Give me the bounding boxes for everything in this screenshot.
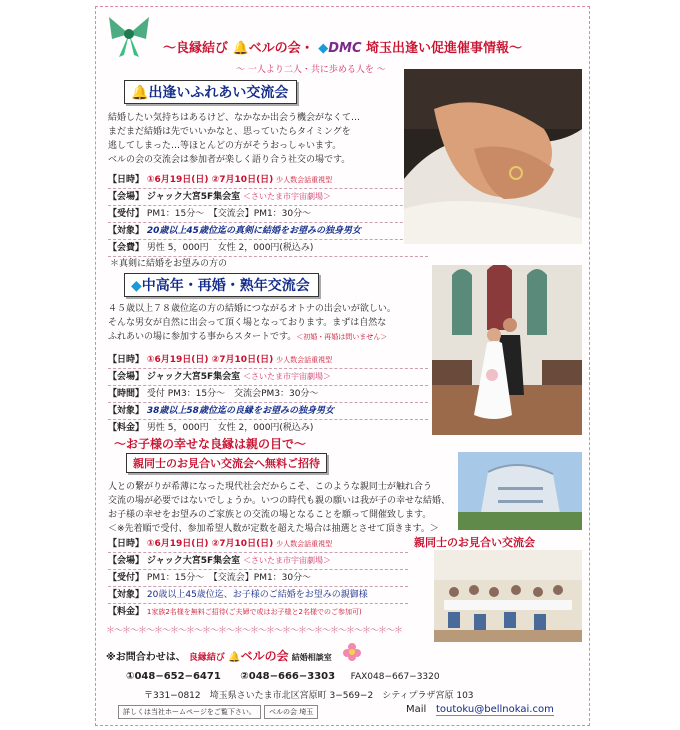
section2-body	[108, 302, 396, 344]
address: 〒331−0812 埼玉県さいたま市北区宮原町 3−569−2 シティプラザ宮原 103	[144, 691, 474, 701]
row-label: 【受付】	[108, 573, 145, 583]
section3-title: 親同士のお見合い交流会へ無料ご招待	[126, 453, 327, 473]
section2-row-target	[108, 404, 334, 418]
diamond-icon: ◆	[318, 41, 329, 56]
meeting-room-photo	[434, 550, 582, 642]
diamond-icon: ◆	[131, 278, 142, 294]
section1-body-line: ベルの会の交流会は参加者が楽しく語り合う社交の場です。	[108, 155, 351, 165]
row-value: 20歳以上45歳位迄、お子様のご結婚をお望みの親御様	[146, 590, 368, 600]
row-value: 1家族2名様を無料ご招待(ご夫婦で或はお子様と2名様でのご参加可)	[146, 608, 362, 616]
row-label: 【会場】	[108, 372, 145, 382]
section2-row-fee	[108, 421, 313, 435]
section1-row-reception	[108, 207, 311, 221]
row-label: 【料金】	[108, 423, 145, 433]
parent-banner: 〜お子様の幸せな良縁は親の目で〜	[114, 437, 307, 451]
row-label: 【料金】	[108, 607, 145, 617]
row-note: 少人数会話重視型	[276, 356, 333, 364]
section3-body-line: 交流の場が必要ではないでしょうか。いつの時代も親の願いは我が子の幸せな結婚、	[108, 496, 451, 506]
section1-title-text: 出逢いふれあい交流会	[148, 85, 289, 101]
section3-body-line: 人との繋がりが希薄になった現代社会だからこそ、このような親同士が触れ合う	[108, 482, 432, 492]
divider	[108, 569, 408, 570]
bell-icon: 🔔	[232, 41, 249, 56]
contact-lead	[106, 647, 332, 664]
row-value: ①6月19日(日) ②7月10日(日)	[146, 539, 274, 549]
section1-row-venue	[108, 190, 331, 204]
section2-row-date	[108, 353, 332, 367]
section1-body-line: 結婚したい気持ちはあるけど、なかなか出会う機会がなくて…	[108, 113, 361, 123]
contact-org2: ベルの会	[240, 649, 289, 663]
section1-body-line: まだまだ結婚は先でいいかなと、思っていたらタイミングを	[108, 127, 351, 137]
contact-org1: 良縁結び	[188, 653, 225, 663]
contact-lead-text: ※お問合わせは、	[106, 652, 186, 663]
divider	[108, 419, 428, 420]
row-value: 男性 5，000円 女性 2，000円(税込み)	[146, 243, 314, 253]
mail-link[interactable]: toutoku@bellnokai.com	[436, 704, 554, 715]
row-value: 38歳以上58歳位迄の良縁をお望みの独身男女	[146, 406, 334, 416]
section2-title	[124, 273, 319, 297]
divider	[108, 368, 428, 369]
section2-body-line: そんな男女が自然に出会って頂く場となっております。まずは自然な	[108, 318, 387, 328]
row-value: PM1：15分〜 【交流会】PM1：30分〜	[146, 573, 312, 583]
row-note: 少人数会話重視型	[276, 540, 333, 548]
row-value: ①6月19日(日) ②7月10日(日)	[146, 175, 274, 185]
section3-body	[108, 480, 450, 536]
section2-body-line	[108, 330, 396, 344]
header-part2: ベルの会・	[248, 41, 314, 56]
section2-row-venue	[108, 370, 331, 384]
row-label: 【会費】	[108, 243, 145, 253]
row-value: 受付 PM3：15分〜 交流会PM3：30分〜	[146, 389, 319, 399]
section1-row-target	[108, 224, 361, 238]
row-value: 男性 5，000円 女性 2，000円(税込み)	[146, 423, 314, 433]
flower-icon	[341, 641, 363, 663]
building-photo	[458, 452, 582, 530]
row-label: 【会場】	[108, 556, 145, 566]
section1-body-line: 逃してしまった…等ほとんどの方がそうおっしゃいます。	[108, 141, 342, 151]
web-note: 詳しくは当社ホームページをご覧下さい。	[118, 705, 261, 719]
flyer	[95, 6, 590, 726]
row-label: 【対象】	[108, 590, 145, 600]
divider	[108, 552, 408, 553]
contact-org3: 結婚相談室	[291, 653, 332, 662]
section2-title-text: 中高年・再婚・熟年交流会	[141, 278, 310, 294]
divider	[108, 402, 428, 403]
row-label: 【会場】	[108, 192, 145, 202]
divider	[108, 586, 408, 587]
bell-icon: 🔔	[131, 85, 149, 101]
body-text: ふれあいの場に参加する事からスタートです。	[108, 332, 297, 342]
body-note: ＜初婚・再婚は問いません＞	[296, 333, 388, 341]
section2-body-line: ４５歳以上７８歳位迄の方の結婚につながるオトナの出会いが欲しい。	[108, 304, 396, 314]
row-label: 【時間】	[108, 389, 145, 399]
divider	[108, 188, 428, 189]
row-label: 【対象】	[108, 406, 145, 416]
row-note: ＜さいたま市宇宙劇場＞	[243, 192, 331, 201]
row-note: ＜さいたま市宇宙劇場＞	[243, 556, 331, 565]
header-title	[96, 37, 589, 56]
row-value: PM1：15分〜 【交流会】PM1：30分〜	[146, 209, 312, 219]
section3-row-reception	[108, 571, 311, 585]
header-part4: 埼玉出逢い促進催事情報〜	[366, 41, 523, 56]
section3-row-date	[108, 537, 332, 551]
divider	[108, 222, 428, 223]
row-label: 【日時】	[108, 175, 145, 185]
row-value: ジャック大宮5F集会室	[146, 192, 241, 202]
row-value: ジャック大宮5F集会室	[146, 372, 241, 382]
divider	[108, 385, 428, 386]
contact-phones	[126, 671, 440, 682]
divider	[108, 205, 428, 206]
section1-row-date	[108, 173, 332, 187]
section2-row-time	[108, 387, 319, 401]
row-label: 【受付】	[108, 209, 145, 219]
header-dmc: DMC	[328, 41, 362, 56]
church-wedding-couple-photo	[432, 265, 582, 435]
section3-body-line: ＜※先着順で受付、参加希望人数が定数を超えた場合は抽選とさせて頂きます。＞	[108, 524, 439, 534]
row-note: 少人数会話重視型	[276, 176, 333, 184]
tel2[interactable]: ②048−666−3303	[240, 671, 336, 682]
section1-title	[124, 80, 297, 104]
mail-label: Mail	[406, 704, 427, 715]
fax: FAX048−667−3320	[350, 672, 440, 682]
section3-body-line: お子様の幸せをお望みのご家族との交流の場となることを願って開催致します。	[108, 510, 432, 520]
wedding-ring-hands-photo	[404, 69, 582, 244]
row-value: 20歳以上45歳位迄の真剣に結婚をお望みの独身男女	[146, 226, 361, 236]
web-search-box[interactable]: ベルの会 埼玉	[264, 705, 318, 719]
row-label: 【日時】	[108, 539, 145, 549]
bell-icon: 🔔	[228, 652, 241, 663]
section1-row-fee	[108, 241, 313, 255]
row-label: 【日時】	[108, 355, 145, 365]
section1-body	[108, 111, 360, 167]
header-part1: 〜良縁結び	[162, 41, 228, 56]
row-value: ①6月19日(日) ②7月10日(日)	[146, 355, 274, 365]
tel1[interactable]: ①048−652−6471	[126, 671, 221, 682]
row-value: ジャック大宮5F集会室	[146, 556, 241, 566]
divider	[108, 239, 428, 240]
section3-row-target	[108, 588, 368, 602]
row-label: 【対象】	[108, 226, 145, 236]
section3-row-venue	[108, 554, 331, 568]
wavy-separator: ＊〜＊〜＊〜＊〜＊〜＊〜＊〜＊〜＊〜＊〜＊〜＊〜＊〜＊〜＊〜＊〜＊〜＊〜＊	[106, 626, 403, 636]
subtitle: 〜 一人より二人・共に歩める人を 〜	[236, 65, 386, 75]
section3-row-fee	[108, 605, 362, 619]
section3-photo-caption: 親同士のお見合い交流会	[414, 536, 535, 549]
row-note: ＜さいたま市宇宙劇場＞	[243, 372, 331, 381]
section1-footnote: ＊真剣に結婚をお望みの方の	[110, 259, 228, 269]
divider	[108, 603, 408, 604]
